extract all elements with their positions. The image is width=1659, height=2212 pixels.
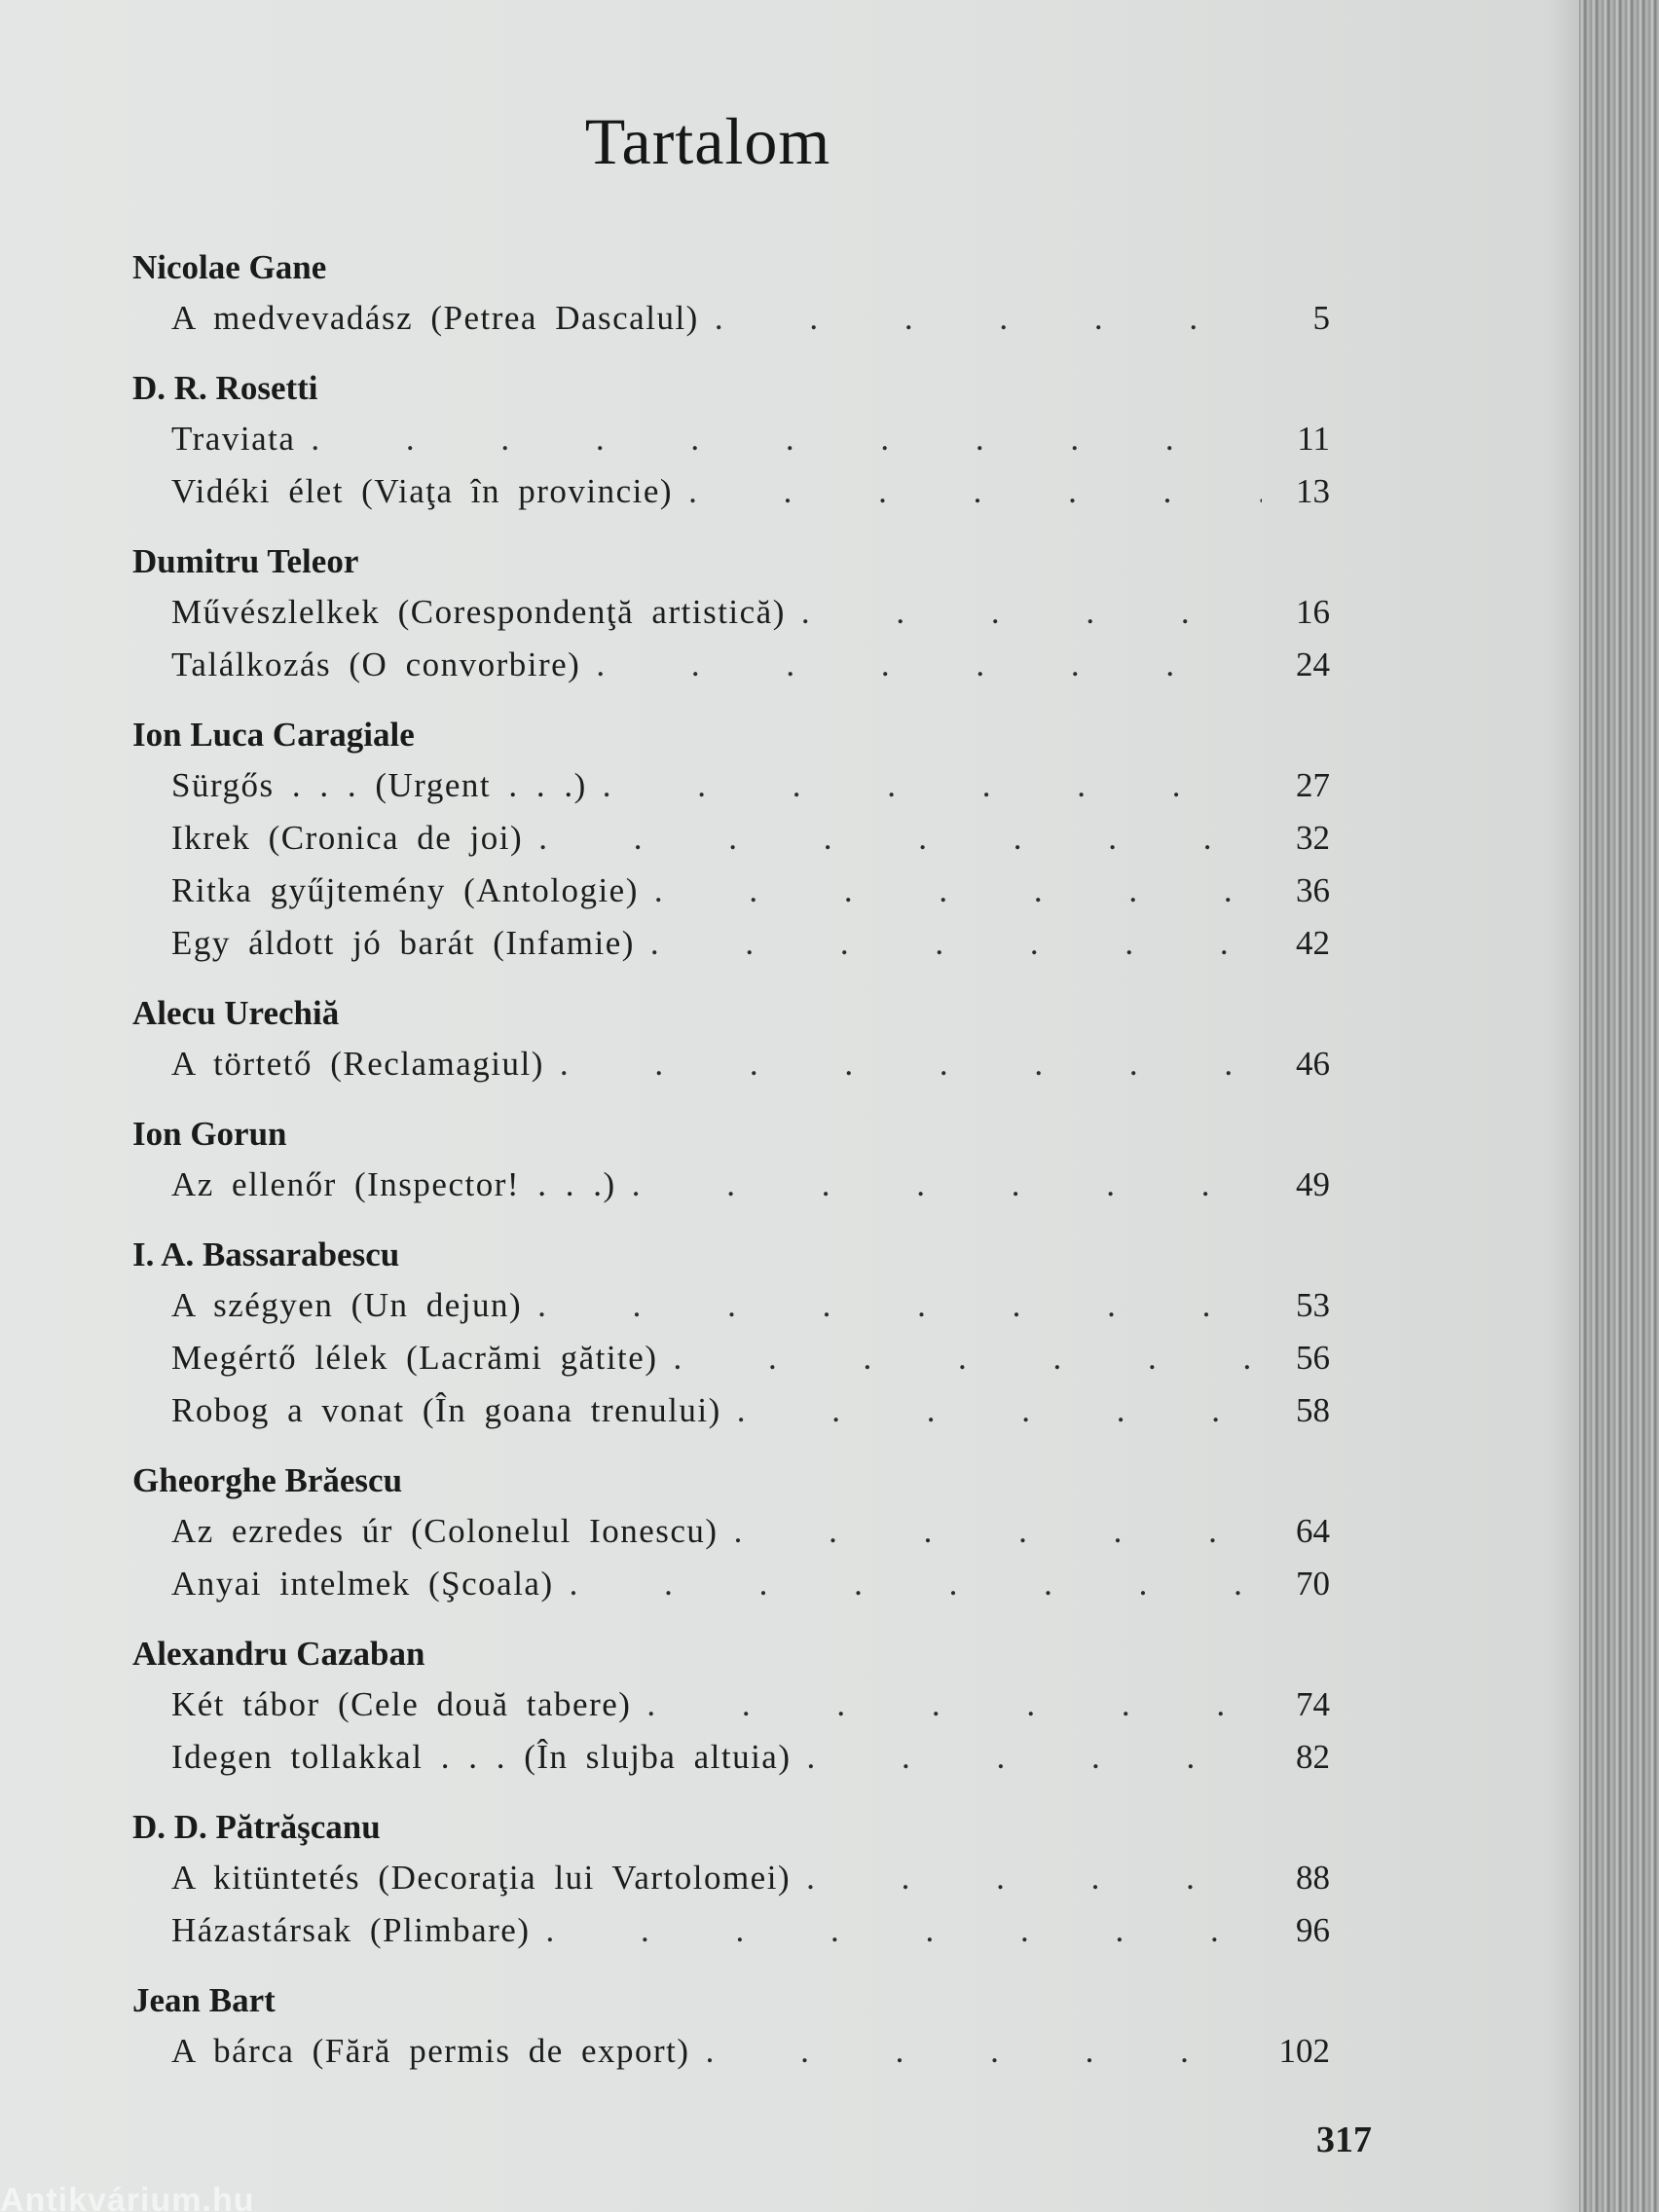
page-title: Tartalom: [584, 103, 831, 178]
watermark: Antikvárium.hu: [0, 2182, 255, 2212]
entry-page: 27: [1296, 766, 1330, 804]
entry-title: Egy áldott jó barát (Infamie): [171, 924, 635, 962]
entry-title: Az ellenőr (Inspector! . . .): [171, 1165, 616, 1203]
entry-page: 32: [1296, 819, 1330, 857]
toc-entry: [132, 2025, 1330, 2078]
entry-title: Traviata: [171, 420, 296, 458]
entry-page: 88: [1296, 1859, 1330, 1897]
entry-title: Két tábor (Cele două tabere): [171, 1685, 632, 1723]
toc-entry: [132, 1558, 1330, 1610]
entry-page: 46: [1296, 1045, 1330, 1083]
entry-page: 53: [1296, 1286, 1330, 1324]
dot-leader: [654, 865, 1262, 917]
entry-title: Az ezredes úr (Colonelul Ionescu): [171, 1512, 719, 1550]
toc-entry: [132, 1384, 1330, 1437]
toc-entry: [132, 1731, 1330, 1784]
dot-leader: [673, 1332, 1262, 1384]
dot-leader: [546, 1904, 1263, 1957]
toc-entry: [132, 1038, 1330, 1090]
entry-title: Művészlelkek (Corespondenţă artistică): [171, 593, 786, 631]
entry-page: 96: [1296, 1911, 1330, 1949]
entry-page: 16: [1296, 593, 1330, 631]
toc-section: [132, 1231, 1330, 1437]
entry-page: 56: [1296, 1339, 1330, 1377]
dot-leader: [737, 1384, 1262, 1437]
toc-section: [132, 1976, 1330, 2078]
toc-entry: [132, 1279, 1330, 1332]
author-name: Jean Bart: [132, 1981, 276, 2019]
toc-section: [132, 989, 1330, 1090]
entry-page: 70: [1296, 1565, 1330, 1603]
author-name: I. A. Bassarabescu: [132, 1235, 400, 1273]
entry-page: 5: [1312, 299, 1330, 337]
dot-leader: [538, 812, 1262, 865]
toc-entry: [132, 917, 1330, 970]
entry-page: 11: [1297, 420, 1330, 458]
toc-section: [132, 243, 1330, 345]
dot-leader: [807, 1731, 1262, 1784]
entry-page: 82: [1296, 1738, 1330, 1776]
entry-title: Találkozás (O convorbire): [171, 645, 581, 683]
entry-title: A bárca (Fără permis de export): [171, 2032, 690, 2070]
toc-section: [132, 1803, 1330, 1957]
table-of-contents: [132, 243, 1330, 2097]
entry-title: Ikrek (Cronica de joi): [171, 819, 524, 857]
author-name: Gheorghe Brăescu: [132, 1461, 403, 1499]
entry-page: 102: [1278, 2032, 1330, 2070]
entry-title: A medvevadász (Petrea Dascalul): [171, 299, 699, 337]
entry-title: Anyai intelmek (Şcoala): [171, 1565, 554, 1603]
dot-leader: [715, 292, 1262, 345]
dot-leader: [734, 1505, 1262, 1558]
dot-leader: [560, 1038, 1262, 1090]
author-name: D. R. Rosetti: [132, 369, 318, 407]
dot-leader: [706, 2025, 1262, 2078]
toc-entry: [132, 292, 1330, 345]
toc-section: [132, 711, 1330, 970]
entry-page: 49: [1296, 1165, 1330, 1203]
entry-title: A kitüntetés (Decoraţia lui Vartolomei): [171, 1859, 792, 1897]
toc-section: [132, 1110, 1330, 1211]
dot-leader: [646, 1678, 1262, 1731]
author-name: D. D. Pătrăşcanu: [132, 1808, 381, 1846]
dot-leader: [570, 1558, 1262, 1610]
dot-leader: [632, 1159, 1262, 1211]
toc-entry: [132, 586, 1330, 639]
toc-entry: [132, 639, 1330, 691]
toc-section: [132, 1630, 1330, 1784]
author-name: Nicolae Gane: [132, 248, 327, 286]
entry-title: Vidéki élet (Viaţa în provincie): [171, 472, 674, 510]
entry-title: A szégyen (Un dejun): [171, 1286, 523, 1324]
entry-title: Robog a vonat (În goana trenului): [171, 1391, 721, 1429]
toc-section: [132, 537, 1330, 691]
toc-entry: [132, 1332, 1330, 1384]
author-name: Alexandru Cazaban: [132, 1635, 425, 1673]
author-name: Alecu Urechiă: [132, 994, 340, 1032]
dot-leader: [603, 759, 1262, 812]
toc-entry: [132, 1159, 1330, 1211]
entry-title: Megértő lélek (Lacrămi gătite): [171, 1339, 658, 1377]
page-number: 317: [1316, 2120, 1372, 2160]
toc-entry: [132, 865, 1330, 917]
toc-entry: [132, 413, 1330, 465]
entry-title: Ritka gyűjtemény (Antologie): [171, 871, 639, 909]
dot-leader: [688, 465, 1262, 518]
entry-page: 24: [1296, 645, 1330, 683]
author-name: Ion Gorun: [132, 1115, 287, 1153]
entry-title: Idegen tollakkal . . . (În slujba altuia): [171, 1738, 792, 1776]
author-name: Dumitru Teleor: [132, 542, 359, 580]
entry-title: Házastársak (Plimbare): [171, 1911, 531, 1949]
toc-entry: [132, 1505, 1330, 1558]
dot-leader: [801, 586, 1262, 639]
entry-page: 36: [1296, 871, 1330, 909]
dot-leader: [806, 1852, 1262, 1904]
author-name: Ion Luca Caragiale: [132, 716, 415, 754]
dot-leader: [537, 1279, 1262, 1332]
entry-page: 13: [1296, 472, 1330, 510]
book-binding-edge: [1579, 0, 1659, 2212]
toc-section: [132, 1456, 1330, 1610]
entry-title: Sürgős . . . (Urgent . . .): [171, 766, 587, 804]
entry-title: A törtető (Reclamagiul): [171, 1045, 544, 1083]
toc-entry: [132, 1852, 1330, 1904]
entry-page: 58: [1296, 1391, 1330, 1429]
entry-page: 64: [1296, 1512, 1330, 1550]
dot-leader: [596, 639, 1262, 691]
entry-page: 42: [1296, 924, 1330, 962]
toc-section: [132, 364, 1330, 518]
entry-page: 74: [1296, 1685, 1330, 1723]
toc-entry: [132, 1904, 1330, 1957]
dot-leader: [311, 413, 1262, 465]
dot-leader: [650, 917, 1262, 970]
toc-entry: [132, 812, 1330, 865]
toc-entry: [132, 1678, 1330, 1731]
toc-entry: [132, 759, 1330, 812]
toc-entry: [132, 465, 1330, 518]
